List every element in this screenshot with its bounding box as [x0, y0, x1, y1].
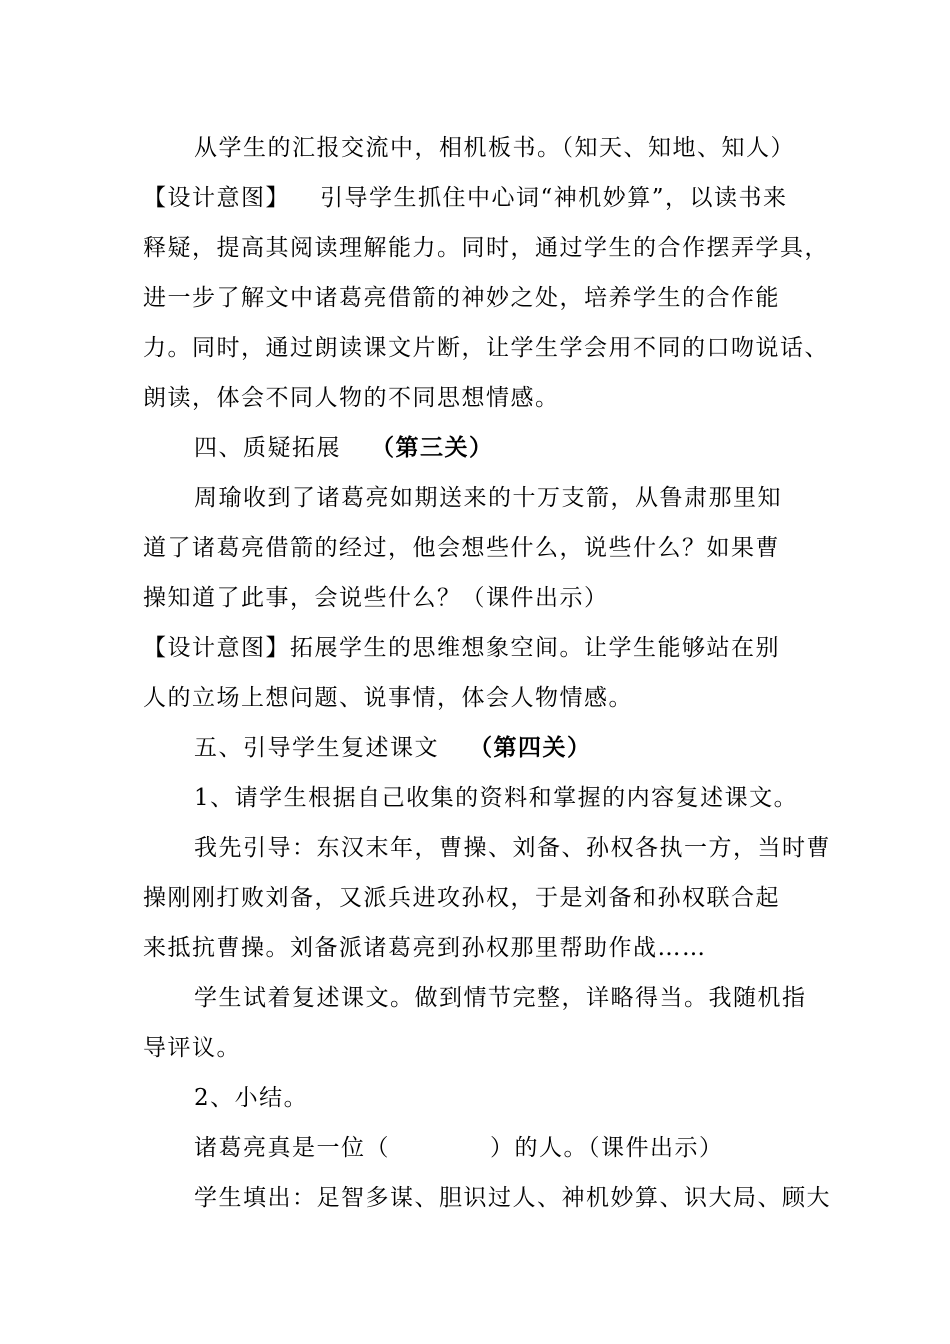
- text-line: 道了诸葛亮借箭的经过，他会想些什么，说些什么？如果曹: [143, 535, 780, 561]
- section-heading: [194, 433, 874, 463]
- text-segment: 诸葛亮真是一位（: [194, 1135, 390, 1161]
- text-line: 释疑，提高其阅读理解能力。同时，通过学生的合作摆弄学具，: [143, 235, 829, 261]
- text-line: 2、小结。: [194, 1085, 309, 1111]
- text-line: 导评议。: [143, 1035, 241, 1061]
- text-segment: 拓展学生的思维想象空间。让学生能够站在别: [290, 635, 780, 661]
- text-line: 操刚刚打败刘备，又派兵进攻孙权，于是刘备和孙权联合起: [143, 885, 780, 911]
- text-line: 学生填出：足智多谋、胆识过人、神机妙算、识大局、顾大: [194, 1185, 831, 1211]
- text-line: 朗读，体会不同人物的不同思想情感。: [143, 385, 560, 411]
- text-line: 人的立场上想问题、说事情，体会人物情感。: [143, 685, 633, 711]
- design-intent-label: 【设计意图】: [143, 185, 290, 211]
- text-line: 力。同时，通过朗读课文片断，让学生学会用不同的口吻说话、: [143, 335, 829, 361]
- text-line: 从学生的汇报交流中，相机板书。（知天、知地、知人）: [194, 135, 795, 161]
- section-heading: [194, 733, 874, 763]
- text-line: 来抵抗曹操。刘备派诸葛亮到孙权那里帮助作战……: [143, 935, 707, 961]
- design-intent-label: 【设计意图】: [143, 635, 290, 661]
- text-line: 学生试着复述课文。做到情节完整，详略得当。我随机指: [194, 985, 807, 1011]
- text-line: 周瑜收到了诸葛亮如期送来的十万支箭，从鲁肃那里知: [194, 485, 782, 511]
- section-title: 五、引导学生复述课文: [194, 735, 439, 761]
- text-segment: ）的人。（课件出示）: [490, 1135, 724, 1161]
- design-intent-line: [143, 183, 823, 213]
- section-title: 四、质疑拓展: [194, 435, 341, 461]
- design-intent-line: [143, 633, 823, 663]
- level-tag: （第三关）: [371, 434, 494, 461]
- level-tag: （第四关）: [469, 734, 592, 761]
- text-line: 1、请学生根据自己收集的资料和掌握的内容复述课文。: [194, 785, 799, 811]
- text-line: 我先引导：东汉末年，曹操、刘备、孙权各执一方，当时曹: [194, 835, 831, 861]
- text-segment: 引导学生抓住中心词“神机妙算”，以读书来: [320, 185, 788, 211]
- text-line: 操知道了此事，会说些什么？（课件出示）: [143, 585, 609, 611]
- text-line: 进一步了解文中诸葛亮借箭的神妙之处，培养学生的合作能: [143, 285, 780, 311]
- fill-blank-line: [194, 1133, 874, 1163]
